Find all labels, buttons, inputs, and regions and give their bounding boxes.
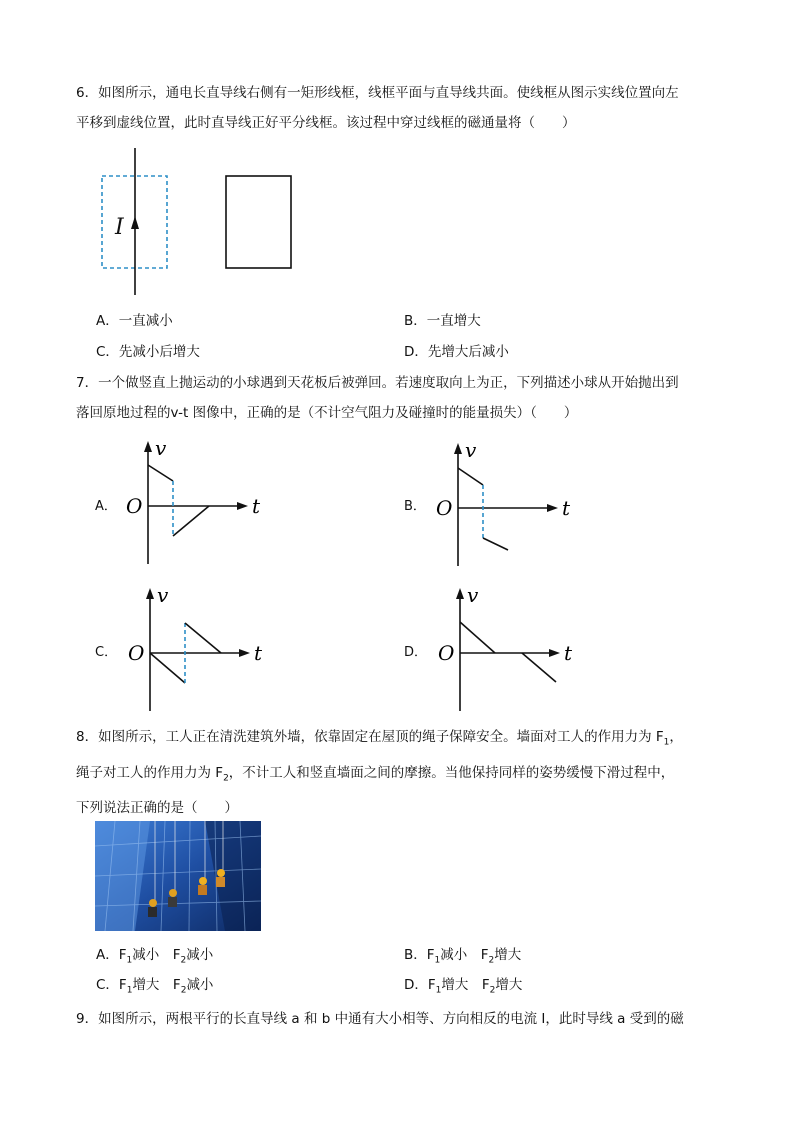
q6-line1: 6．如图所示，通电长直导线右侧有一矩形线框，线框平面与直导线共面。使线框从图示实线位置向左 <box>76 85 679 101</box>
v-axis-arrow <box>454 443 462 454</box>
vt-segment-1 <box>460 622 495 653</box>
v-axis-arrow <box>144 441 152 452</box>
q8-option-b[interactable]: B．$F_1$减小 $F_2$增大 <box>404 947 522 966</box>
q6-stem <box>76 78 736 138</box>
t-axis-arrow <box>239 649 250 657</box>
v-axis-arrow <box>146 588 154 599</box>
q6-line2: 平移到虚线位置，此时直导线正好平分线框。该过程中穿过线框的磁通量将（ ） <box>76 115 576 131</box>
q7-graph-c[interactable] <box>122 585 272 715</box>
solid-frame <box>226 176 291 268</box>
q9-stem <box>76 1004 736 1034</box>
q7-graph-b[interactable] <box>430 440 580 570</box>
t-label: t <box>564 641 573 665</box>
q7-option-b-label[interactable]: B． <box>404 499 426 514</box>
q8-line1: 8．如图所示，工人正在清洗建筑外墙，依靠固定在屋顶的绳子保障安全。墙面对工人的作用力为 $F_1$， <box>76 729 683 748</box>
v-label: v <box>467 583 479 607</box>
q7-option-a-label[interactable]: A． <box>95 499 117 514</box>
q6-figure <box>95 145 305 300</box>
vt-segment-1 <box>150 653 185 683</box>
q7-option-d-label[interactable]: D． <box>404 645 428 660</box>
v-label: v <box>465 438 477 462</box>
q7-line1: 7．一个做竖直上抛运动的小球遇到天花板后被弹回。若速度取向上为正，下列描述小球从开始抛出到 <box>76 375 679 391</box>
t-axis-arrow <box>549 649 560 657</box>
origin-label: O <box>436 496 453 520</box>
v-label: v <box>157 583 169 607</box>
current-label: I <box>115 215 124 240</box>
q6-option-c[interactable]: C．先减小后增大 <box>96 344 200 360</box>
t-axis-arrow <box>547 504 558 512</box>
window-cleaners-photo <box>95 821 261 931</box>
q6-option-d[interactable]: D．先增大后减小 <box>404 344 509 360</box>
vt-segment-1 <box>458 468 483 485</box>
q8-option-a[interactable]: A．$F_1$减小 $F_2$减小 <box>96 947 214 966</box>
t-label: t <box>252 494 261 518</box>
vt-segment-2 <box>522 653 556 682</box>
vt-segment-2 <box>185 623 221 653</box>
q9-line1: 9．如图所示，两根平行的长直导线 a 和 b 中通有大小相等、方向相反的电流 I，此时导线 a 受到的磁 <box>76 1011 684 1027</box>
t-axis-arrow <box>237 502 248 510</box>
q7-graph-d[interactable] <box>432 585 582 715</box>
vt-segment-1 <box>148 465 173 481</box>
q8-option-c[interactable]: C．$F_1$增大 $F_2$减小 <box>96 977 214 996</box>
origin-label: O <box>126 494 143 518</box>
t-label: t <box>254 641 263 665</box>
q6-option-a[interactable]: A．一直减小 <box>96 313 173 329</box>
v-label: v <box>155 436 167 460</box>
q8-line3: 下列说法正确的是（ ） <box>76 800 238 817</box>
vt-segment-2 <box>173 506 209 536</box>
q7-line2: 落回原地过程的v-t 图像中，正确的是（不计空气阻力及碰撞时的能量损失）（ ） <box>76 405 578 421</box>
q8-option-d[interactable]: D．$F_1$增大 $F_2$增大 <box>404 977 523 996</box>
q7-stem <box>76 368 736 428</box>
t-label: t <box>562 496 571 520</box>
q8-stem <box>76 722 736 823</box>
q8-line2: 绳子对工人的作用力为 $F_2$，不计工人和竖直墙面之间的摩擦。当他保持同样的姿势缓慢下滑过程中， <box>76 764 675 784</box>
current-arrow <box>131 216 139 229</box>
v-axis-arrow <box>456 588 464 599</box>
origin-label: O <box>128 641 145 665</box>
vt-segment-2 <box>483 538 508 550</box>
origin-label: O <box>438 641 455 665</box>
q7-graph-a[interactable] <box>120 438 270 568</box>
q7-option-c-label[interactable]: C． <box>95 645 118 660</box>
q6-option-b[interactable]: B．一直增大 <box>404 313 481 329</box>
